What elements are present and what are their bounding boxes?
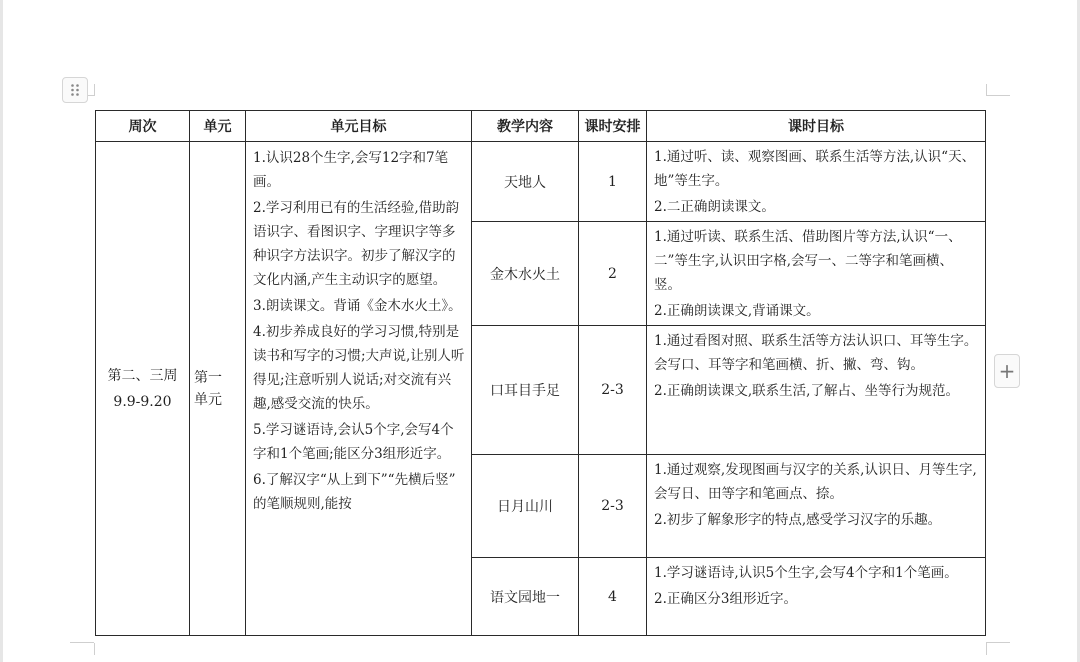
lesson-hours: 2-3 — [579, 326, 647, 455]
unit-goal-item: 4.初步养成良好的学习习惯,特别是读书和写字的习惯;大声说,让别人听得见;注意听别人说话;对交流有兴趣,感受交流的快乐。 — [253, 324, 465, 412]
lesson-hours: 1 — [579, 142, 647, 222]
unit-goal-item: 3.朗读课文。背诵《金木水火土》。 — [253, 298, 462, 314]
lesson-goals-cell — [647, 142, 986, 222]
week-dates: 9.9-9.20 — [113, 393, 172, 410]
crop-mark — [986, 643, 987, 655]
unit-label-line2: 单元 — [194, 391, 222, 408]
header-hours: 课时安排 — [579, 111, 647, 142]
header-week: 周次 — [96, 111, 190, 142]
left-margin-strip — [0, 0, 3, 662]
add-column-button[interactable] — [994, 354, 1020, 388]
crop-mark — [986, 84, 987, 96]
lesson-hours: 2 — [579, 222, 647, 326]
week-label: 第二、三周 — [107, 367, 178, 384]
unit-goal-item: 5.学习谜语诗,会认5个字,会写4个字和1个笔画;能区分3组形近字。 — [253, 422, 454, 462]
lesson-goal-item: 1.学习谜语诗,认识5个生字,会写4个字和1个笔画。 — [654, 565, 958, 581]
table-row — [96, 142, 986, 222]
lesson-goal-item: 1.通过看图对照、联系生活等方法认识口、耳等生字。会写口、耳等字和笔画横、折、撇、弯、钩。 — [654, 333, 978, 373]
unit-cell — [190, 142, 246, 636]
lesson-goal-item: 2.正确区分3组形近字。 — [654, 591, 797, 607]
lesson-goals-cell — [647, 455, 986, 558]
lesson-content: 语文园地一 — [472, 558, 579, 636]
crop-mark — [94, 84, 95, 96]
lesson-goal-item: 1.通过听读、联系生活、借助图片等方法,认识“一、二”等生字,认识田字格,会写一、二等字和笔画横、竖。 — [654, 229, 962, 293]
lesson-goal-item: 1.通过观察,发现图画与汉字的关系,认识日、月等生字,会写日、田等字和笔画点、捺。 — [654, 462, 977, 502]
lesson-goal-item: 2.二正确朗读课文。 — [654, 199, 775, 215]
plus-icon: + — [998, 359, 1016, 383]
crop-mark — [94, 643, 95, 655]
header-content: 教学内容 — [472, 111, 579, 142]
table-drag-handle[interactable] — [62, 77, 88, 103]
header-unit-goals: 单元目标 — [246, 111, 472, 142]
crop-mark — [70, 642, 94, 643]
lesson-goals-cell — [647, 326, 986, 455]
lesson-content: 日月山川 — [472, 455, 579, 558]
lesson-goal-item: 1.通过听、读、观察图画、联系生活等方法,认识“天、地”等生字。 — [654, 149, 976, 189]
crop-mark — [986, 95, 1010, 96]
lesson-hours: 2-3 — [579, 455, 647, 558]
unit-goal-item: 2.学习利用已有的生活经验,借助韵语识字、看图识字、字理识字等多种识字方法识字。初步了解汉字的文化内涵,产生主动识字的愿望。 — [253, 200, 460, 288]
lesson-content: 金木水火土 — [472, 222, 579, 326]
drag-dots-icon — [70, 83, 80, 97]
header-unit: 单元 — [190, 111, 246, 142]
lesson-hours: 4 — [579, 558, 647, 636]
week-cell — [96, 142, 190, 636]
lesson-goals-cell — [647, 222, 986, 326]
unit-goal-item: 6.了解汉字“从上到下”“先横后竖” 的笔顺规则,能按 — [253, 472, 456, 512]
lesson-content: 口耳目手足 — [472, 326, 579, 455]
lesson-goal-item: 2.正确朗读课文,联系生活,了解占、坐等行为规范。 — [654, 383, 959, 399]
unit-label-line1: 第一 — [194, 369, 222, 386]
crop-mark — [986, 642, 1010, 643]
header-row — [96, 111, 986, 142]
lesson-content: 天地人 — [472, 142, 579, 222]
teaching-plan-table — [95, 110, 986, 636]
unit-goals-cell — [246, 142, 472, 636]
unit-goal-item: 1.认识28个生字,会写12字和7笔画。 — [253, 150, 449, 190]
lesson-goal-item: 2.初步了解象形字的特点,感受学习汉字的乐趣。 — [654, 512, 942, 528]
header-lesson-goals: 课时目标 — [647, 111, 986, 142]
lesson-goal-item: 2.正确朗读课文,背诵课文。 — [654, 303, 820, 319]
lesson-goals-cell — [647, 558, 986, 636]
